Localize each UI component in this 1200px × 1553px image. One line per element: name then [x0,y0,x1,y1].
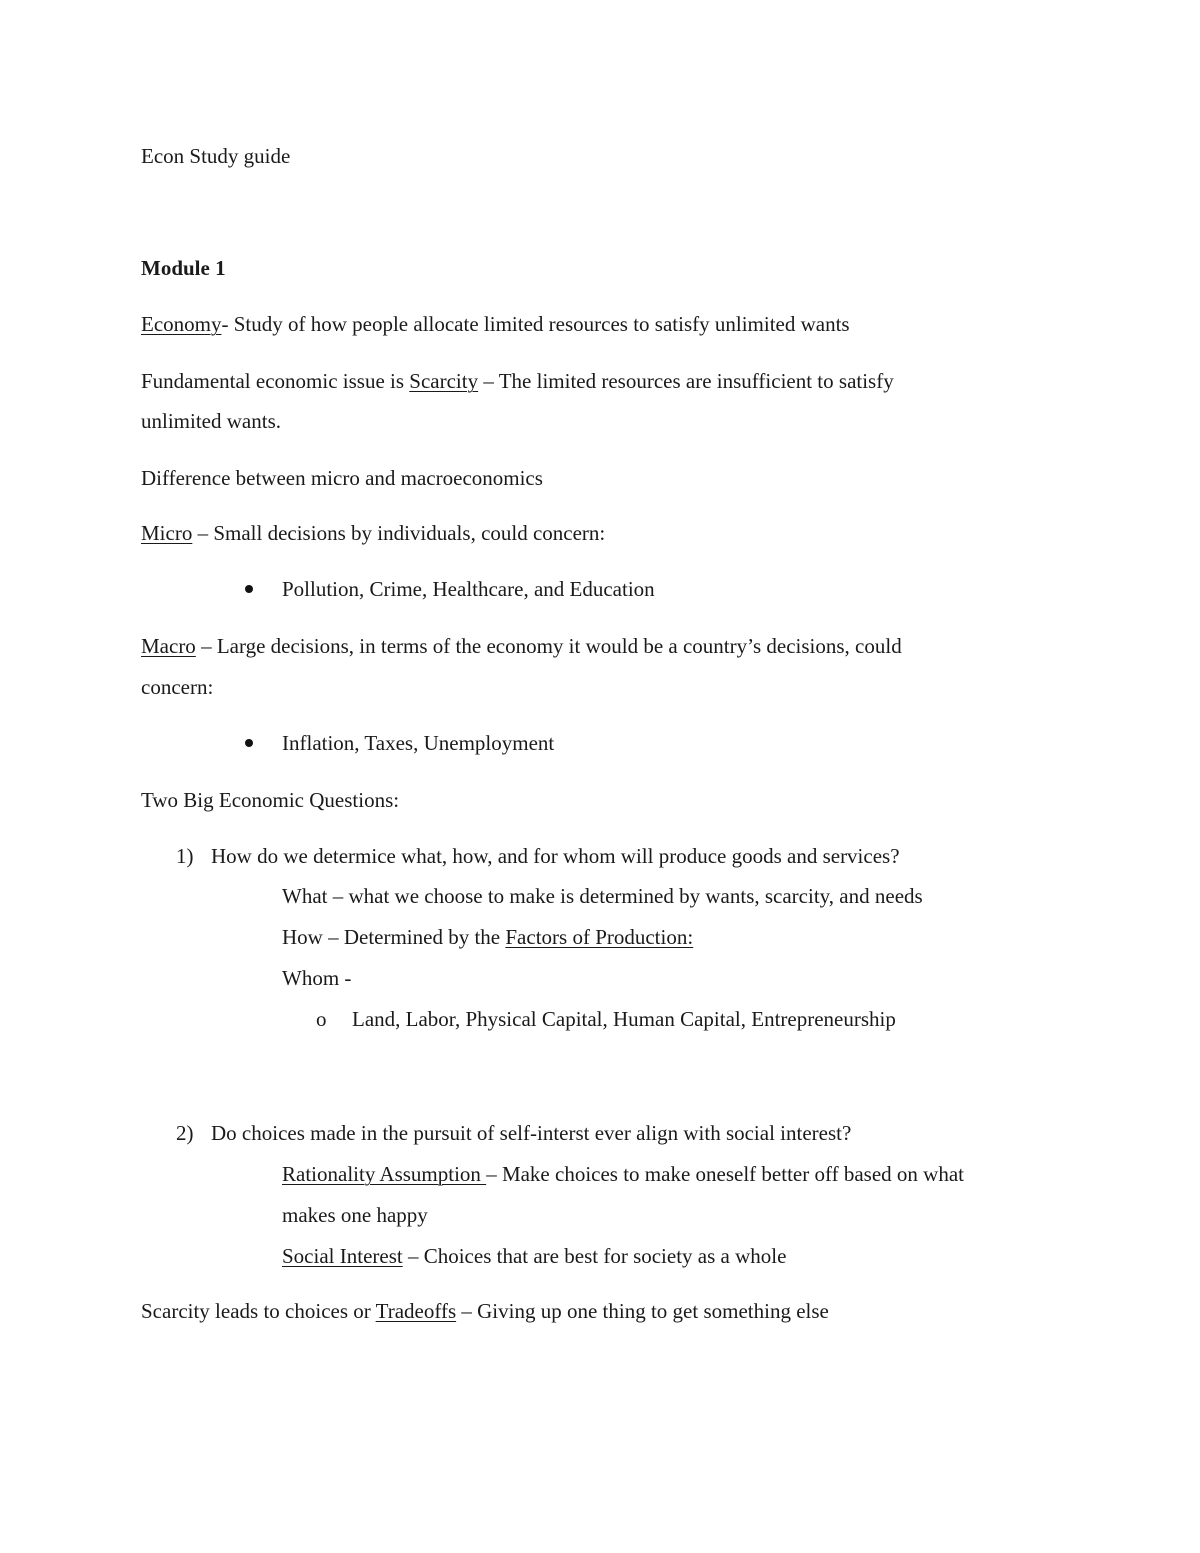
module-heading: Module 1 [141,256,226,280]
q1-how-pre: How – Determined by the [282,925,506,949]
scarcity-term: Scarcity [409,369,479,393]
macro-definition [141,631,902,661]
micro-bullet: Pollution, Crime, Healthcare, and Education [282,577,655,601]
micro-term: Micro [141,521,193,545]
q1-how [282,922,693,952]
factors-list: Land, Labor, Physical Capital, Human Capital, Entrepreneurship [352,1007,896,1031]
economy-definition [141,309,850,339]
sub-bullet-marker: o [316,1007,327,1031]
rationality-def-line2: makes one happy [282,1203,428,1227]
micro-definition [141,518,605,548]
macro-term: Macro [141,634,196,658]
q2-number: 2) [176,1121,194,1145]
scarcity-def-line2: unlimited wants. [141,409,281,433]
bullet-icon [245,585,253,593]
macro-bullet: Inflation, Taxes, Unemployment [282,731,555,755]
tradeoffs-def: – Giving up one thing to get something else [456,1299,829,1323]
factors-of-production-term: Factors of Production: [505,925,694,949]
q1-number: 1) [176,844,194,868]
tradeoffs-definition [141,1296,829,1326]
social-interest-def: – Choices that are best for society as a whole [402,1244,787,1268]
q1-whom: Whom - [282,966,352,990]
q2-text: Do choices made in the pursuit of self-interst ever align with social interest? [211,1121,852,1145]
q1-what: What – what we choose to make is determined by wants, scarcity, and needs [282,884,923,908]
scarcity-definition [141,366,894,396]
tradeoffs-pre: Scarcity leads to choices or [141,1299,376,1323]
economy-def: - Study of how people allocate limited resources to satisfy unlimited wants [221,312,850,336]
document-title: Econ Study guide [141,144,291,168]
micro-def: – Small decisions by individuals, could concern: [192,521,606,545]
rationality-def-line1: – Make choices to make oneself better off based on what [486,1162,964,1186]
difference-line: Difference between micro and macroeconomics [141,466,543,490]
economy-term: Economy [141,312,222,336]
rationality-definition [282,1159,964,1189]
macro-def-line1: – Large decisions, in terms of the economy it would be a country’s decisions, could [195,634,902,658]
social-interest-definition [282,1241,786,1271]
tradeoffs-term: Tradeoffs [375,1299,457,1323]
scarcity-def-line1: – The limited resources are insufficient to satisfy [478,369,894,393]
scarcity-pre: Fundamental economic issue is [141,369,410,393]
social-interest-term: Social Interest [282,1244,403,1268]
two-big-questions: Two Big Economic Questions: [141,788,400,812]
q1-text: How do we determice what, how, and for whom will produce goods and services? [211,844,900,868]
macro-def-line2: concern: [141,675,214,699]
rationality-term: Rationality Assumption [282,1162,487,1186]
bullet-icon [245,739,253,747]
